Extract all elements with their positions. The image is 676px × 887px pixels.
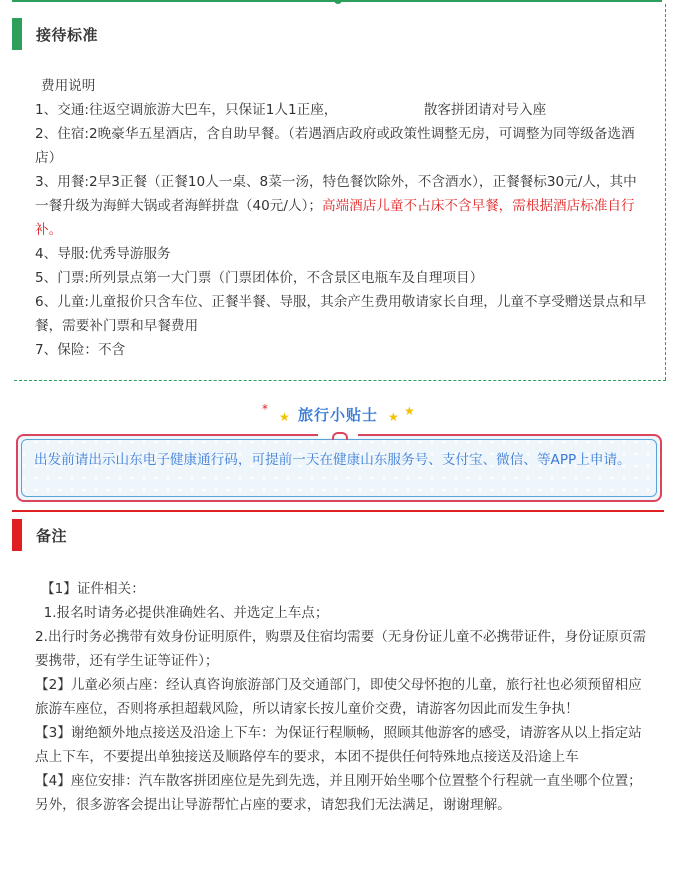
star-icon: ★ bbox=[279, 410, 290, 424]
section-title: 接待标准 bbox=[36, 25, 99, 44]
reception-body bbox=[35, 74, 647, 362]
section-title: 备注 bbox=[36, 526, 68, 545]
fee-label: 费用说明 bbox=[41, 78, 96, 94]
reception-header bbox=[12, 18, 98, 50]
line-insurance: 7、保险：不含 bbox=[35, 342, 126, 358]
star-icon: ★ bbox=[388, 410, 399, 424]
line-meals-text: 3、用餐:2早3正餐（正餐10人一桌、8菜一汤，特色餐饮除外，不含酒水），正餐餐标30元/人，其中一餐升级为海鲜大锅或者海鲜拼盘（40元/人）； bbox=[35, 174, 637, 214]
notes-frame bbox=[12, 510, 664, 512]
line-meals bbox=[35, 170, 647, 242]
section-bar bbox=[12, 519, 22, 551]
line-tickets: 5、门票:所列景点第一大门票（门票团体价，不含景区电瓶车及自理项目） bbox=[35, 270, 484, 286]
note-3: 【3】谢绝额外地点接送及沿途上下车：为保证行程顺畅，照顾其他游客的感受，请游客从以上指定站点上下车，不要提出单独接送及顺路停车的要求，本团不提供任何特殊地点接送及沿途上车 bbox=[35, 725, 642, 765]
tips-box-ornament bbox=[318, 430, 358, 438]
notes-header bbox=[12, 519, 67, 551]
tips-text: 出发前请出示山东电子健康通行码，可提前一天在健康山东服务号、支付宝、微信、等APP上申请。 bbox=[34, 452, 631, 468]
line-guide: 4、导服:优秀导游服务 bbox=[35, 246, 171, 262]
note-2: 【2】儿童必须占座：经认真咨询旅游部门及交通部门，即使父母怀抱的儿童，旅行社也必须预留相应旅游车座位，否则将承担超载风险，所以请家长按儿童价交费，请游客勿因此而发生争执！ bbox=[35, 677, 642, 717]
star-icon: ★ bbox=[404, 404, 415, 418]
tips-title-row bbox=[0, 404, 676, 425]
note-4: 【4】座位安排：汽车散客拼团座位是先到先选，并且刚开始坐哪个位置整个行程就一直坐哪个位置；另外，很多游客会提出让导游帮忙占座的要求，请恕我们无法满足，谢谢理解。 bbox=[35, 773, 642, 813]
dashed-divider bbox=[14, 380, 666, 381]
line-hotel: 2、住宿:2晚豪华五星酒店，含自助早餐。（若遇酒店政府或政策性调整无房，可调整为同等级备选酒店） bbox=[35, 126, 635, 166]
star-icon: * bbox=[262, 402, 268, 416]
section-bar bbox=[12, 18, 22, 50]
note-1-1: 1.报名时请务必提供准确姓名、并选定上车点； bbox=[35, 605, 329, 621]
line-children: 6、儿童:儿童报价只含车位、正餐半餐、导服，其余产生费用敬请家长自理，儿童不享受赠送景点和早餐，需要补门票和早餐费用 bbox=[35, 294, 647, 334]
note-1-2: 2.出行时务必携带有效身份证明原件，购票及住宿均需要（无身份证儿童不必携带证件，身份证原页需要携带，还有学生证等证件）； bbox=[35, 629, 647, 669]
note-1: 【1】证件相关： bbox=[41, 581, 145, 597]
line-meals-warning: 高端酒店儿童不占床不含早餐，需根据酒店标准自行补。 bbox=[35, 198, 635, 238]
tips-title: 旅行小贴士 bbox=[297, 406, 378, 424]
notes-body bbox=[35, 577, 647, 817]
line-transport: 1、交通:往返空调旅游大巴车，只保证1人1正座， 散客拼团请对号入座 bbox=[35, 102, 547, 118]
